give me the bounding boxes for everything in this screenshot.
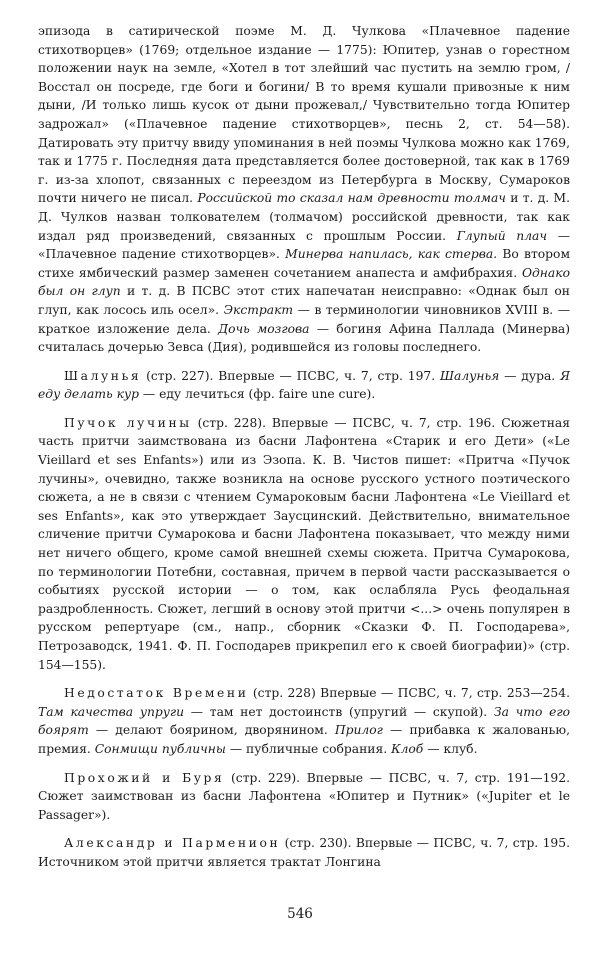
text-run: — там нет достоинств (упругий — скупой). xyxy=(184,704,494,719)
text-run: (стр. 228) Впервые — ПСВС, ч. 7, стр. 253—254. xyxy=(248,686,570,701)
text-run: — публичные собрания. xyxy=(225,741,392,756)
italic-term: Прилог xyxy=(334,723,383,738)
italic-term: Клоб xyxy=(391,741,424,756)
paragraph-shalunya xyxy=(38,367,570,404)
text-run: — «Плачевное падение стихотворцев». xyxy=(38,228,570,262)
italic-term: Я еду делать кур xyxy=(38,368,570,402)
text-run: (стр. 227). Впервые — ПСВС, ч. 7, стр. 197. xyxy=(141,368,441,383)
text-run: (стр. 228). Впервые — ПСВС, ч. 7, стр. 196. Сюжетная часть притчи заимствована из басни Лафонтена «Старик и его Дети» («Le Vieillard et ses Enfants») или из Эзопа. К. В. Чистов пишет: «Притча «Пучок лучины», очевидно, также возникла на основе русского устного поэтического сюжета, а не в связи с чтением Сумароковым басни Лафонтена «Le Vieillard et ses Enfants», как это утверждает Заусцинский. Действительно, внимательное сличение притчи Сумарокова и басни Лафонтена показывает, что между ними нет ничего общего, кроме самой внешней схемы сюжета. Притча Сумарокова, по терминологии Потебни, составная, причем в первой части рассказывается о событиях русской истории — о том, как ослаблялa Русь феодальная раздробленность. Сюжет, легший в основу этой притчи <...> очень популярен в русском репертуаре (см., напр., сборник «Сказки Ф. П. Господарева», Петрозаводск, 1941. Ф. П. Господарев прикрепил его к своей биографии)» (стр. 154—155). xyxy=(38,415,570,672)
text-run: — еду лечиться (фр. faire une cure). xyxy=(138,387,376,402)
text-run: — прибавка к жалованью, премия. xyxy=(38,723,570,756)
italic-term: За что его боярят xyxy=(38,704,570,738)
italic-term: Российской то сказал нам древности толмач xyxy=(197,191,506,206)
text-run: и т. д. В ПСВС этот стих напечатан неисправно: «Однак был он глуп, как лосось иль осел». xyxy=(38,284,570,317)
work-title: Недостаток Времени xyxy=(64,686,249,701)
text-run: (стр. 230). Впервые — ПСВС, ч. 7, стр. 195. Источником этой притчи является трактат Лонгина xyxy=(38,836,570,869)
italic-term: Глупый плач xyxy=(456,228,548,243)
text-run: — в терминологии чиновников XVIII в. — краткое изложение дела. xyxy=(38,302,570,336)
paragraph-chulkov-commentary xyxy=(38,22,570,357)
text-run: — делают боярином, дворянином. xyxy=(88,723,335,738)
text-run: и т. д. М. Д. Чулков назван толкователем (толмачом) российской древности, так как издал ряд произведений, связанных с прошлым России. xyxy=(38,191,570,243)
work-title: Александр и Парменион xyxy=(64,836,281,851)
work-title: Шалунья xyxy=(64,368,142,383)
text-run: Во втором стихе ямбический размер заменен сочетанием анапеста и амфибрахия. xyxy=(38,247,571,280)
italic-term: Шалунья xyxy=(440,368,500,383)
paragraph-nedostatok-vremeni xyxy=(38,684,570,758)
paragraph-puchok-luchiny xyxy=(38,414,570,674)
text-run: — клуб. xyxy=(423,741,478,756)
italic-term: Однако был он глуп xyxy=(38,265,570,299)
paragraph-aleksandr-i-parmenion xyxy=(38,834,570,871)
italic-term: Дочь мозгова xyxy=(218,321,310,336)
paragraph-prokhozhiy-i-burya xyxy=(38,769,570,825)
text-run: — дура. xyxy=(499,368,561,383)
page-number: 546 xyxy=(287,906,313,922)
work-title: Прохожий и Буря xyxy=(64,770,225,785)
italic-term: Экстракт xyxy=(223,302,294,317)
text-run: (стр. 229). Впервые — ПСВС, ч. 7, стр. 191—192. Сюжет заимствован из басни Лафонтена «Юпитер и Путник» («Jupiter et le Passager»). xyxy=(38,770,570,822)
italic-term: Там качества упруги xyxy=(38,704,185,719)
work-title: Пучок лучины xyxy=(64,415,192,430)
text-run: эпизода в сатирической поэме М. Д. Чулкова «Плачевное падение стихотворцев» (1769; отдельное издание — 1775): Юпитер, узнав о горестном положении наук на земле, «Хотел в тот злейший час пустить на землю гром, /Восстал он посреде, где боги и богини/ В то время кушали привозные к ним дыни, /И только лишь кусок от дыни прожевал,/ Чувствительно тогда Юпитер задрожал» («Плачевное падение стихотворцев», песнь 2, ст. 54—58). Датировать эту притчу ввиду упоминания в ней поэмы Чулкова можно как 1769, так и 1775 г. Последняя дата представляется более достоверной, так как в 1769 г. из-за хлопот, связанных с переездом из Петербурга в Москву, Сумароков почти ничего не писал. xyxy=(38,24,570,206)
italic-term: Минерва напилась, как стерва. xyxy=(285,247,498,262)
document-page xyxy=(38,22,570,872)
text-run: — богиня Афина Паллада (Минерва) считалась дочерью Зевса (Дия), родившейся из головы последнего. xyxy=(38,321,570,355)
italic-term: Сонмищи публичны xyxy=(94,741,226,756)
